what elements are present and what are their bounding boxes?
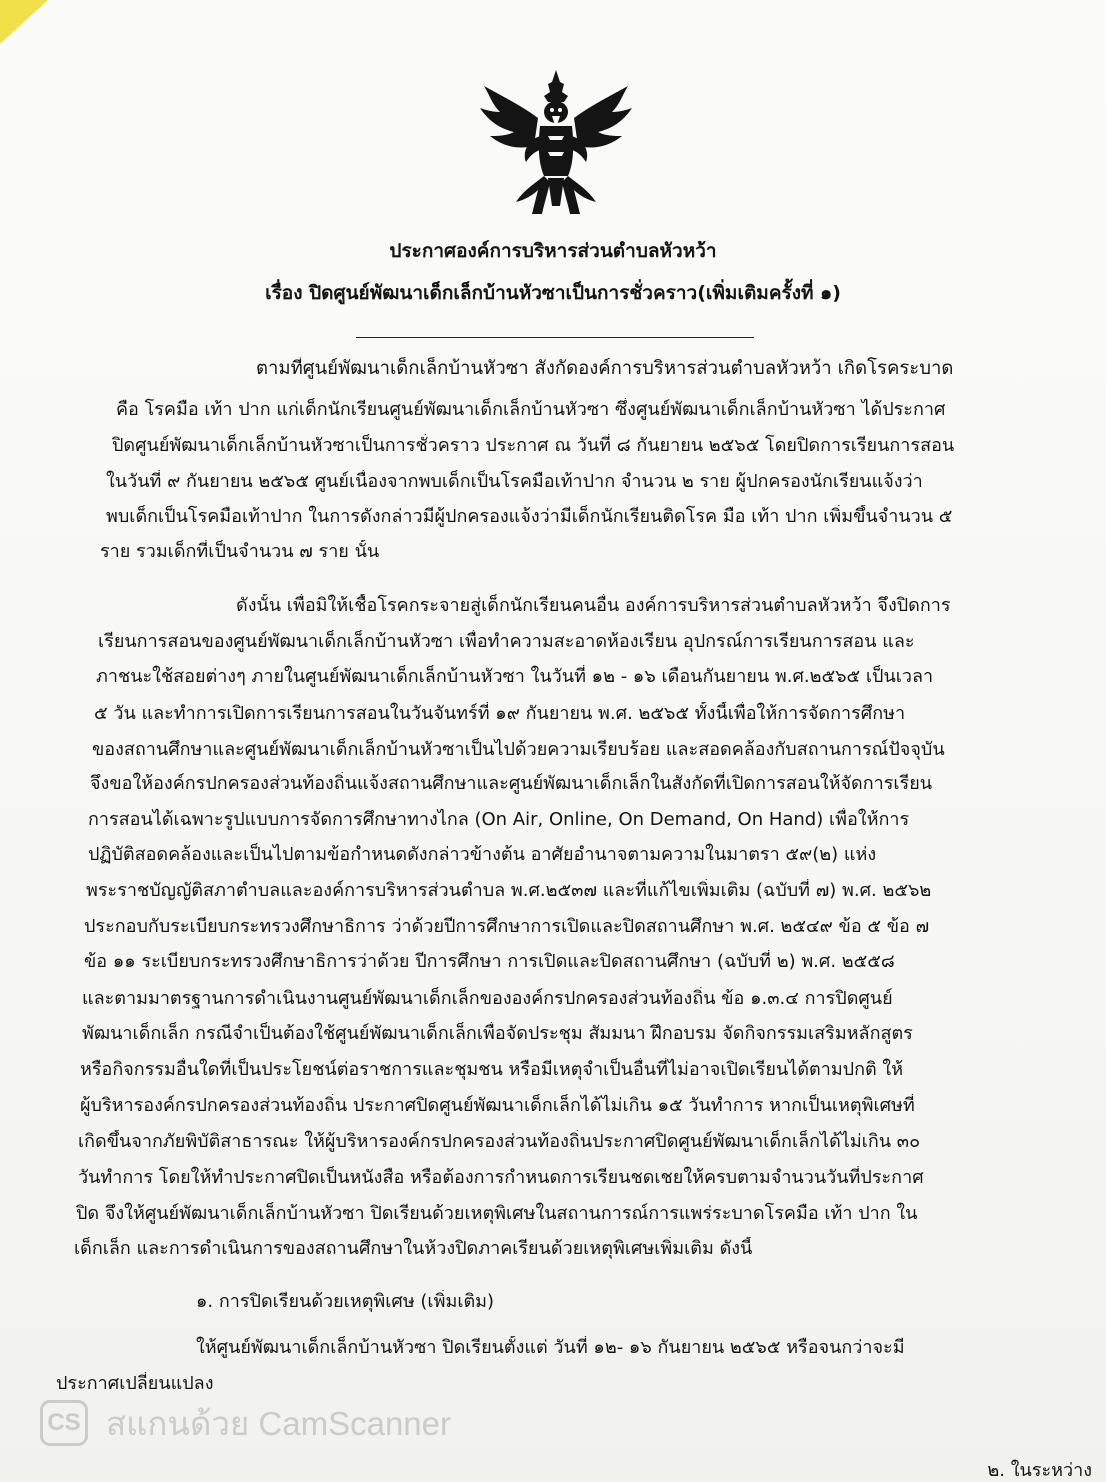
body-line: ๕ วัน และทำการเปิดการเรียนการสอนในวันจันทร์ที่ ๑๙ กันยายน พ.ศ. ๒๕๖๕ ทั้งนี้เพื่อให้การจัดการศึกษา [94,703,906,724]
body-line: ภาชนะใช้สอยต่างๆ ภายในศูนย์พัฒนาเด็กเล็กบ้านหัวซา ในวันที่ ๑๒ - ๑๖ เดือนกันยายน พ.ศ.๒๕๖๕ เป็นเวลา [96,666,934,687]
announcement-title: ประกาศองค์การบริหารส่วนตำบลหัวหว้า [389,240,717,262]
body-line: ดังนั้น เพื่อมิให้เชื้อโรคกระจายสู่เด็กนักเรียนคนอื่น องค์การบริหารส่วนตำบลหัวหว้า จึงปิดการ [236,595,951,616]
body-line: การสอนได้เฉพาะรูปแบบการจัดการศึกษาทางไกล (On Air, Online, On Demand, On Hand) เพื่อให้การ [88,809,910,830]
garuda-emblem [478,66,634,216]
camscanner-logo-icon: CS [40,1400,88,1446]
body-line: ปิดศูนย์พัฒนาเด็กเล็กบ้านหัวซาเป็นการชั่วคราว ประกาศ ณ วันที่ ๘ กันยายน ๒๕๖๕ โดยปิดการเรียนการสอน [112,435,955,456]
body-line: ข้อ ๑๑ ระเบียบกระทรวงศึกษาธิการว่าด้วย ปีการศึกษา การเปิดและปิดสถานศึกษา (ฉบับที่ ๒) พ.ศ. ๒๕๕๘ [84,951,895,972]
body-line: พัฒนาเด็กเล็ก กรณีจำเป็นต้องใช้ศูนย์พัฒนาเด็กเล็กเพื่อจัดประชุม สัมมนา ฝึกอบรม จัดกิจกรรมเสริมหลักสูตร [82,1023,913,1044]
body-line: ราย รวมเด็กที่เป็นจำนวน ๗ ราย นั้น [100,541,380,562]
body-line: เรียนการสอนของศูนย์พัฒนาเด็กเล็กบ้านหัวซา เพื่อทำความสะอาดห้องเรียน อุปกรณ์การเรียนการสอน และ [98,631,915,652]
body-line: ของสถานศึกษาและศูนย์พัฒนาเด็กเล็กบ้านหัวซาเป็นไปด้วยความเรียบร้อย และสอดคล้องกับสถานการณ์ปัจจุบัน [92,739,945,760]
body-line: วันทำการ โดยให้ทำประกาศปิดเป็นหนังสือ หรือต้องการกำหนดการเรียนชดเชยให้ครบตามจำนวนวันที่ประกาศ [78,1167,924,1188]
body-line: พระราชบัญญัติสภาตำบลและองค์การบริหารส่วนตำบล พ.ศ.๒๕๓๗ และที่แก้ไขเพิ่มเติม (ฉบับที่ ๗) พ.ศ. ๒๕๖๒ [86,880,932,901]
announcement-subject: เรื่อง ปิดศูนย์พัฒนาเด็กเล็กบ้านหัวซาเป็นการชั่วคราว(เพิ่มเติมครั้งที่ ๑) [265,282,841,304]
page-continuation-note: ๒. ในระหว่าง [987,1460,1092,1481]
section-heading: ๑. การปิดเรียนด้วยเหตุพิเศษ (เพิ่มเติม) [196,1291,495,1312]
body-line: คือ โรคมือ เท้า ปาก แก่เด็กนักเรียนศูนย์พัฒนาเด็กเล็กบ้านหัวซา ซึ่งศูนย์พัฒนาเด็กเล็กบ้านหัวซา ได้ประกาศ [116,399,946,420]
body-line: ในวันที่ ๙ กันยายน ๒๕๖๕ ศูนย์เนื่องจากพบเด็กเป็นโรคมือเท้าปาก จำนวน ๒ ราย ผู้ปกครองนักเรียนแจ้งว่า [106,471,923,492]
body-line: ปิด จึงให้ศูนย์พัฒนาเด็กเล็กบ้านหัวซา ปิดเรียนด้วยเหตุพิเศษในสถานการณ์การแพร่ระบาดโรคมือ เท้า ปาก ใน [76,1203,918,1224]
body-line: เด็กเล็ก และการดำเนินการของสถานศึกษาในห้วงปิดภาคเรียนด้วยเหตุพิเศษเพิ่มเติม ดังนี้ [74,1238,753,1259]
body-line: เกิดขึ้นจากภัยพิบัติสาธารณะ ให้ผู้บริหารองค์กรปกครองส่วนท้องถิ่นประกาศปิดศูนย์พัฒนาเด็กเล็กได้ไม่เกิน ๓๐ [78,1131,921,1152]
body-line: ปฏิบัติสอดคล้องและเป็นไปตามข้อกำหนดดังกล่าวข้างต้น อาศัยอำนาจตามความในมาตรา ๕๙(๒) แห่ง [88,844,877,865]
body-line: จึงขอให้องค์กรปกครองส่วนท้องถิ่นแจ้งสถานศึกษาและศูนย์พัฒนาเด็กเล็กในสังกัดที่เปิดการสอนให้จัดการเรียน [90,773,933,794]
body-line: และตามมาตรฐานการดำเนินงานศูนย์พัฒนาเด็กเล็กขององค์กรปกครองส่วนท้องถิ่น ข้อ ๑.๓.๔ การปิดศูนย์ [82,988,893,1009]
camscanner-watermark-text: สแกนด้วย CamScanner [106,1404,452,1442]
body-line: ให้ศูนย์พัฒนาเด็กเล็กบ้านหัวซา ปิดเรียนตั้งแต่ วันที่ ๑๒- ๑๖ กันยายน ๒๕๖๕ หรือจนกว่าจะมี [196,1337,905,1358]
camscanner-watermark [40,1398,451,1448]
body-line: พบเด็กเป็นโรคมือเท้าปาก ในการดังกล่าวมีผู้ปกครองแจ้งว่ามีเด็กนักเรียนติดโรค มือ เท้า ปาก เพิ่มขึ้นจำนวน ๕ [106,506,953,527]
body-line: ประกอบกับระเบียบกระทรวงศึกษาธิการ ว่าด้วยปีการศึกษาการเปิดและปิดสถานศึกษา พ.ศ. ๒๕๔๙ ข้อ ๕ ข้อ ๗ [84,916,930,937]
title-divider [356,337,754,338]
yellow-corner-tab [0,0,48,44]
body-line: ประกาศเปลี่ยนแปลง [56,1373,214,1394]
body-line: ตามที่ศูนย์พัฒนาเด็กเล็กบ้านหัวซา สังกัดองค์การบริหารส่วนตำบลหัวหว้า เกิดโรคระบาด [256,358,954,379]
body-line: ผู้บริหารองค์กรปกครองส่วนท้องถิ่น ประกาศปิดศูนย์พัฒนาเด็กเล็กได้ไม่เกิน ๑๕ วันทำการ หากเป็นเหตุพิเศษที่ [80,1095,915,1116]
body-line: หรือกิจกรรมอื่นใดที่เป็นประโยชน์ต่อราชการและชุมชน หรือมีเหตุจำเป็นอื่นที่ไม่อาจเปิดเรียนได้ตามปกติ ให้ [80,1059,904,1080]
